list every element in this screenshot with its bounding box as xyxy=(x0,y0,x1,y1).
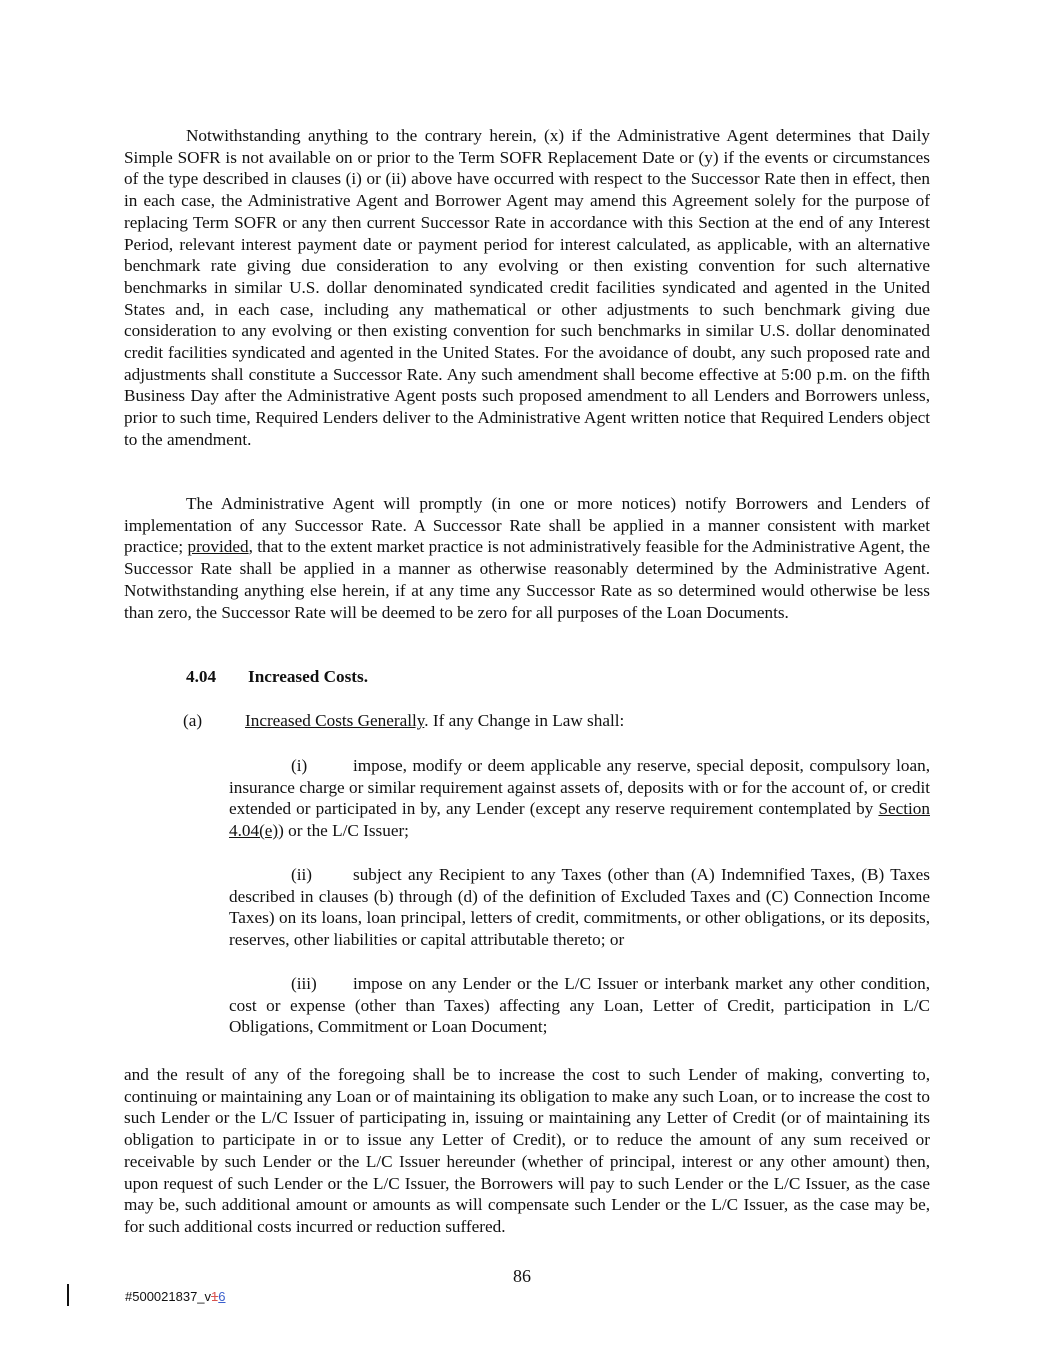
subsection-a-heading xyxy=(183,710,624,732)
paragraph-text: The Administrative Agent will promptly (in one or more notices) notify Borrowers and Lenders of implementation of any Successor Rate. A Successor Rate shall be applied in a manner consistent with market practice; xyxy=(124,494,930,557)
change-bar xyxy=(67,1284,69,1306)
section-reference: Section 4.04(e) xyxy=(229,799,930,841)
clause-text: impose, modify or deem applicable any reserve, special deposit, compulsory loan, insurance charge or similar requirement against assets of, deposits with or for the account of, or credit extended or participated in by, any Lender (except any reserve requirement contemplated by xyxy=(229,756,930,819)
clause-iii xyxy=(229,973,930,1038)
section-title: Increased Costs. xyxy=(248,667,368,686)
subsection-label: (a) xyxy=(183,711,203,730)
clause-text: impose on any Lender or the L/C Issuer or interbank market any other condition, cost or expense (other than Taxes) affecting any Loan, Letter of Credit, participation in L/C Obligations, Commitment or Loan Document; xyxy=(229,974,930,1037)
subsection-title: Increased Costs Generally xyxy=(245,711,425,730)
clause-number: (i) xyxy=(291,756,308,775)
deleted-version: 1 xyxy=(211,1289,219,1304)
clause-text: subject any Recipient to any Taxes (other than (A) Indemnified Taxes, (B) Taxes described in clauses (b) through (d) of the definition of Excluded Taxes and (C) Connection Income Taxes) on its loans, loan principal, letters of credit, commitments, or other obligations, or its deposits, reserves, other liabilities or capital attributable thereto; or xyxy=(229,865,930,950)
section-heading xyxy=(186,666,368,688)
provided-term: provided xyxy=(187,537,249,557)
paragraph-text: , that to the extent market practice is not administratively feasible for the Administrative Agent, the Successor Rate shall be applied in a manner as otherwise reasonably determined by the Administrative Agent. Notwithstanding anything else herein, if at any time any Successor Rate as so determined would otherwise be less than zero, the Successor Rate will be deemed to be zero for all purposes of the Loan Documents. xyxy=(124,537,930,622)
footer-document-id xyxy=(125,1286,226,1308)
section-number: 4.04 xyxy=(186,667,217,686)
page-number: 86 xyxy=(513,1266,531,1286)
paragraph-successor-rate-amendment: Notwithstanding anything to the contrary herein, (x) if the Administrative Agent determines that Daily Simple SOFR is not available on or prior to the Term SOFR Replacement Date or (y) if the events or circumstances of the type described in clauses (i) or (ii) above have occurred with respect to the Successor Rate then in effect, then in each case, the Administrative Agent and Borrower Agent may amend this Agreement solely for the purpose of replacing Term SOFR or any then current Successor Rate in accordance with this Section at the end of any Interest Period, relevant interest payment date or payment period for interest calculated, as applicable, with an alternative benchmark rate giving due consideration to any evolving or then existing convention for such alternative benchmarks in similar U.S. dollar denominated syndicated credit facilities syndicated and agented in the United States and, in each case, including any mathematical or other adjustments to such benchmark giving due consideration to any evolving or then existing convention for such benchmarks in similar U.S. dollar denominated credit facilities syndicated and agented in the United States. For the avoidance of doubt, any such proposed rate and adjustments shall constitute a Successor Rate. Any such amendment shall become effective at 5:00 p.m. on the fifth Business Day after the Administrative Agent posts such proposed amendment to all Lenders and Borrowers unless, prior to such time, Required Lenders deliver to the Administrative Agent written notice that Required Lenders object to the amendment. xyxy=(124,126,930,449)
closing-paragraph: and the result of any of the foregoing shall be to increase the cost to such Lender of making, converting to, continuing or maintaining any Loan or of maintaining its obligation to make any such Loan, or to increase the cost to such Lender or the L/C Issuer of participating in, issuing or maintaining any Letter of Credit (or of maintaining its obligation to participate in or to issue any Letter of Credit), or to reduce the amount of any sum received or receivable by such Lender or the L/C Issuer hereunder (whether of principal, interest or any other amount) then, upon request of such Lender or the L/C Issuer, the Borrowers will pay to such Lender or the L/C Issuer, as the case may be, such additional amount or amounts as will compensate such Lender or the L/C Issuer, as the case may be, for such additional costs incurred or reduction suffered. xyxy=(124,1065,930,1236)
inserted-version: 6 xyxy=(218,1289,226,1304)
clause-number: (iii) xyxy=(291,974,317,993)
subsection-lead: . If any Change in Law shall: xyxy=(424,711,625,730)
clause-text: ) or the L/C Issuer; xyxy=(278,821,409,841)
clause-i xyxy=(229,755,930,842)
clause-ii xyxy=(229,864,930,951)
paragraph-successor-rate-notice xyxy=(124,493,930,623)
doc-id: #500021837_v xyxy=(125,1289,212,1304)
clause-number: (ii) xyxy=(291,865,312,884)
